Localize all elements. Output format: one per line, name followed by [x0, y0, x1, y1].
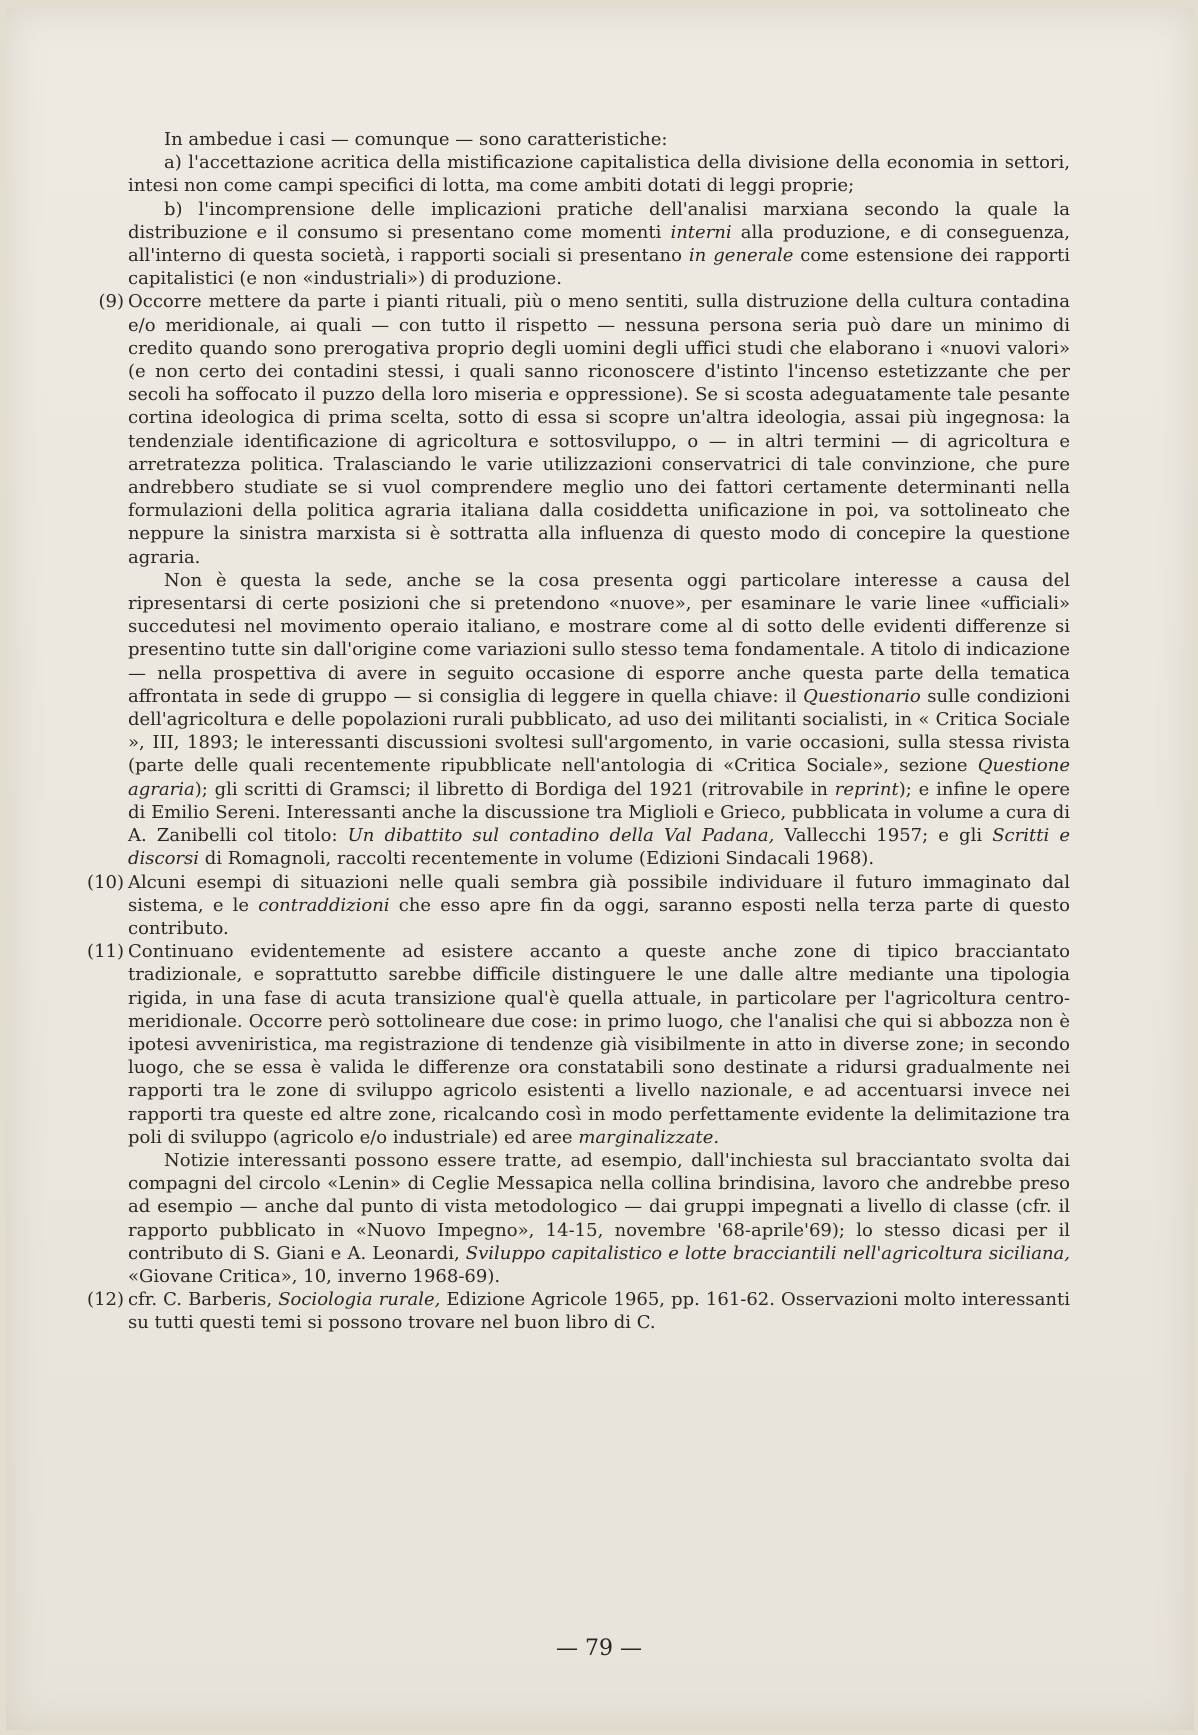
- text-run: Notizie interessanti possono essere tratte, ad esempio, dall'inchiesta sul bracciantato svolta dai compagni del circolo «Lenin» di Ceglie Messapica nella collina brindisina, lavoro che andrebbe preso ad esempio — anche dal punto di vista metodologico — dai gruppi impegnati a livello di classe (cfr. il rapporto pubblicato in «Nuovo Impegno», 14-15, novembre '68-aprile'69); lo stesso dicasi per il contributo di S. Giani e A. Leonardi,: [128, 1149, 1070, 1264]
- footnote-11: [87, 940, 1070, 1288]
- footnote-number: (11): [87, 941, 124, 963]
- item-b-paragraph: [128, 198, 1070, 291]
- text-run: Continuano evidentemente ad esistere accanto a queste anche zone di tipico bracciantato tradizionale, e soprattutto sarebbe difficile distinguere le une dalle altre mediante una tipologia rigida, in una fase di acuta transizione qual'è quella attuale, in particolare per l'agricoltura centro-meridionale. Occorre però sottolineare due cose: in primo luogo, che l'analisi che qui si abbozza non è ipotesi avveniristica, ma registrazione di tendenze già visibilmente in atto in diverse zone; in secondo luogo, che se essa è valida le differenze ora constatabili sono destinate a ridursi gradualmente nei rapporti tra le zone di sviluppo agricolo esistenti a livello nazionale, e ad accentuarsi invece nei rapporti tra queste ed altre zone, ricalcando così in modo perfettamente evidente la delimitazione tra poli di sviluppo (agricolo e/o industriale) ed aree: [128, 941, 1070, 1148]
- footnote-paragraph: [128, 940, 1070, 1149]
- intro-paragraph: In ambedue i casi — comunque — sono caratteristiche:: [164, 129, 668, 150]
- italic-run: Sviluppo capitalistico e lotte bracciantili nell'agricoltura siciliana,: [465, 1242, 1070, 1264]
- footnote-number: (12): [87, 1289, 124, 1311]
- text-run: che esso apre fin da oggi, saranno esposti nella terza parte di questo contributo.: [128, 894, 1070, 939]
- footnote-number: (10): [87, 871, 124, 893]
- text-run: «Giovane Critica», 10, inverno 1968-69).: [128, 1265, 501, 1287]
- italic-run: Questionario: [803, 685, 921, 707]
- italic-run: contraddizioni: [258, 894, 390, 916]
- italic-run: reprint: [834, 778, 899, 800]
- footnote-12: [87, 1288, 1070, 1334]
- page-number: — 79 —: [556, 1636, 642, 1661]
- text-column: [87, 128, 1071, 1335]
- text-run: Non è questa la sede, anche se la cosa presenta oggi particolare interesse a causa del ripresentarsi di certe posizioni che si pretendono «nuove», per esaminare le varie linee «ufficiali» succedutesi nel movimento operaio italiano, e mostrare come al di sotto delle evidenti differenze si presentino tutte sin dall'origine come variazioni sullo stesso tema fondamentale. A titolo di indicazione — nella prospettiva di avere in seguito occasione di esporre anche questa parte della tematica affrontata in sede di gruppo — si consiglia di leggere in quella chiave: il: [128, 569, 1070, 707]
- footnote-paragraph: Occorre mettere da parte i pianti rituali, più o meno sentiti, sulla distruzione della cultura contadina e/o meridionale, ai quali — con tutto il rispetto — nessuna persona seria può dare un minimo di credito quando sono prerogativa proprio degli uomini degli uffici studi che elaborano i «nuovi valori» (e non certo dei contadini stessi, i quali sanno riconoscere d'istinto l'incenso estetizzante che per secoli ha soffocato il puzzo della loro miseria e oppressione). Se si scosta adeguatamente tale pesante cortina ideologica di prima scelta, sotto di essa si scopre un'altra ideologia, assai più ingegnosa: la tendenziale identificazione di agricoltura e sottosviluppo, o — in altri termini — di agricoltura e arretratezza politica. Tralasciando le varie utilizzazioni conservatrici di tale convinzione, che pure andrebbero studiate se si vuol comprendere meglio uno dei fattori certamente determinanti nella formulazioni della politica agraria italiana dalla cosiddetta unificazione in poi, va sottolineato che neppure la sinistra marxista si è sottratta alla influenza di questo modo di concepire la questione agraria.: [128, 291, 1070, 568]
- footnote-10: [87, 871, 1070, 941]
- text-run: come estensione dei rapporti capitalistici (e non «industriali») di produzione.: [128, 245, 1070, 290]
- text-run: sulle condizioni dell'agricoltura e delle popolazioni rurali pubblicato, ad uso dei militanti socialisti, in « Critica Sociale », III, 1893; le interessanti discussioni svoltesi sull'argomento, in varie occasioni, sulla stessa rivista (parte delle quali recentemente ripubblicate nell'antologia di «Critica Sociale», sezione: [128, 685, 1071, 777]
- footnote-paragraph: [128, 1149, 1070, 1288]
- item-a-paragraph: a) l'accettazione acritica della mistificazione capitalistica della divisione della economia in settori, intesi non come campi specifici di lotta, ma come ambiti dotati di leggi proprie;: [128, 152, 1070, 197]
- italic-run: Sociologia rurale,: [278, 1289, 441, 1311]
- text-run: alla produzione, e di conseguenza, all'interno di questa società, i rapporti sociali si presentano: [128, 221, 1071, 267]
- text-run: b) l'incomprensione delle implicazioni pratiche dell'analisi marxiana secondo la quale la distribuzione e il consumo si presentano come momenti: [128, 198, 1070, 243]
- italic-run: in generale: [688, 245, 794, 267]
- footnote-number: (9): [98, 291, 124, 313]
- italic-run: Scritti e discorsi: [128, 825, 1070, 870]
- text-run: Edizione Agricole 1965, pp. 161-62. Osservazioni molto interessanti su tutti questi temi si possono trovare nel buon libro di C.: [128, 1289, 1070, 1334]
- footnote-paragraph: [128, 871, 1070, 941]
- italic-run: marginalizzate.: [578, 1126, 720, 1148]
- text-run: ); gli scritti di Gramsci; il libretto di Bordiga del 1921 (ritrovabile in: [194, 778, 835, 800]
- text-run: Alcuni esempi di situazioni nelle quali sembra già possibile individuare il futuro immaginato dal sistema, e le: [128, 871, 1070, 916]
- text-run: di Romagnoli, raccolti recentemente in volume (Edizioni Sindacali 1968).: [199, 848, 875, 870]
- footnote-paragraph: [128, 569, 1070, 871]
- text-run: cfr. C. Barberis,: [128, 1289, 279, 1311]
- text-run: Vallecchi 1957; e gli: [774, 825, 993, 847]
- italic-run: interni: [670, 221, 732, 243]
- italic-run: Un dibattito sul contadino della Val Padana,: [347, 825, 775, 847]
- italic-run: Questione agraria: [128, 755, 1070, 800]
- footnote-9: [98, 290, 1071, 870]
- text-run: ); e infine le opere di Emilio Sereni. Interessanti anche la discussione tra Miglioli e Grieco, pubblicata in volume a cura di A. Zanibelli col titolo:: [128, 778, 1070, 847]
- footnote-paragraph: [128, 1288, 1070, 1334]
